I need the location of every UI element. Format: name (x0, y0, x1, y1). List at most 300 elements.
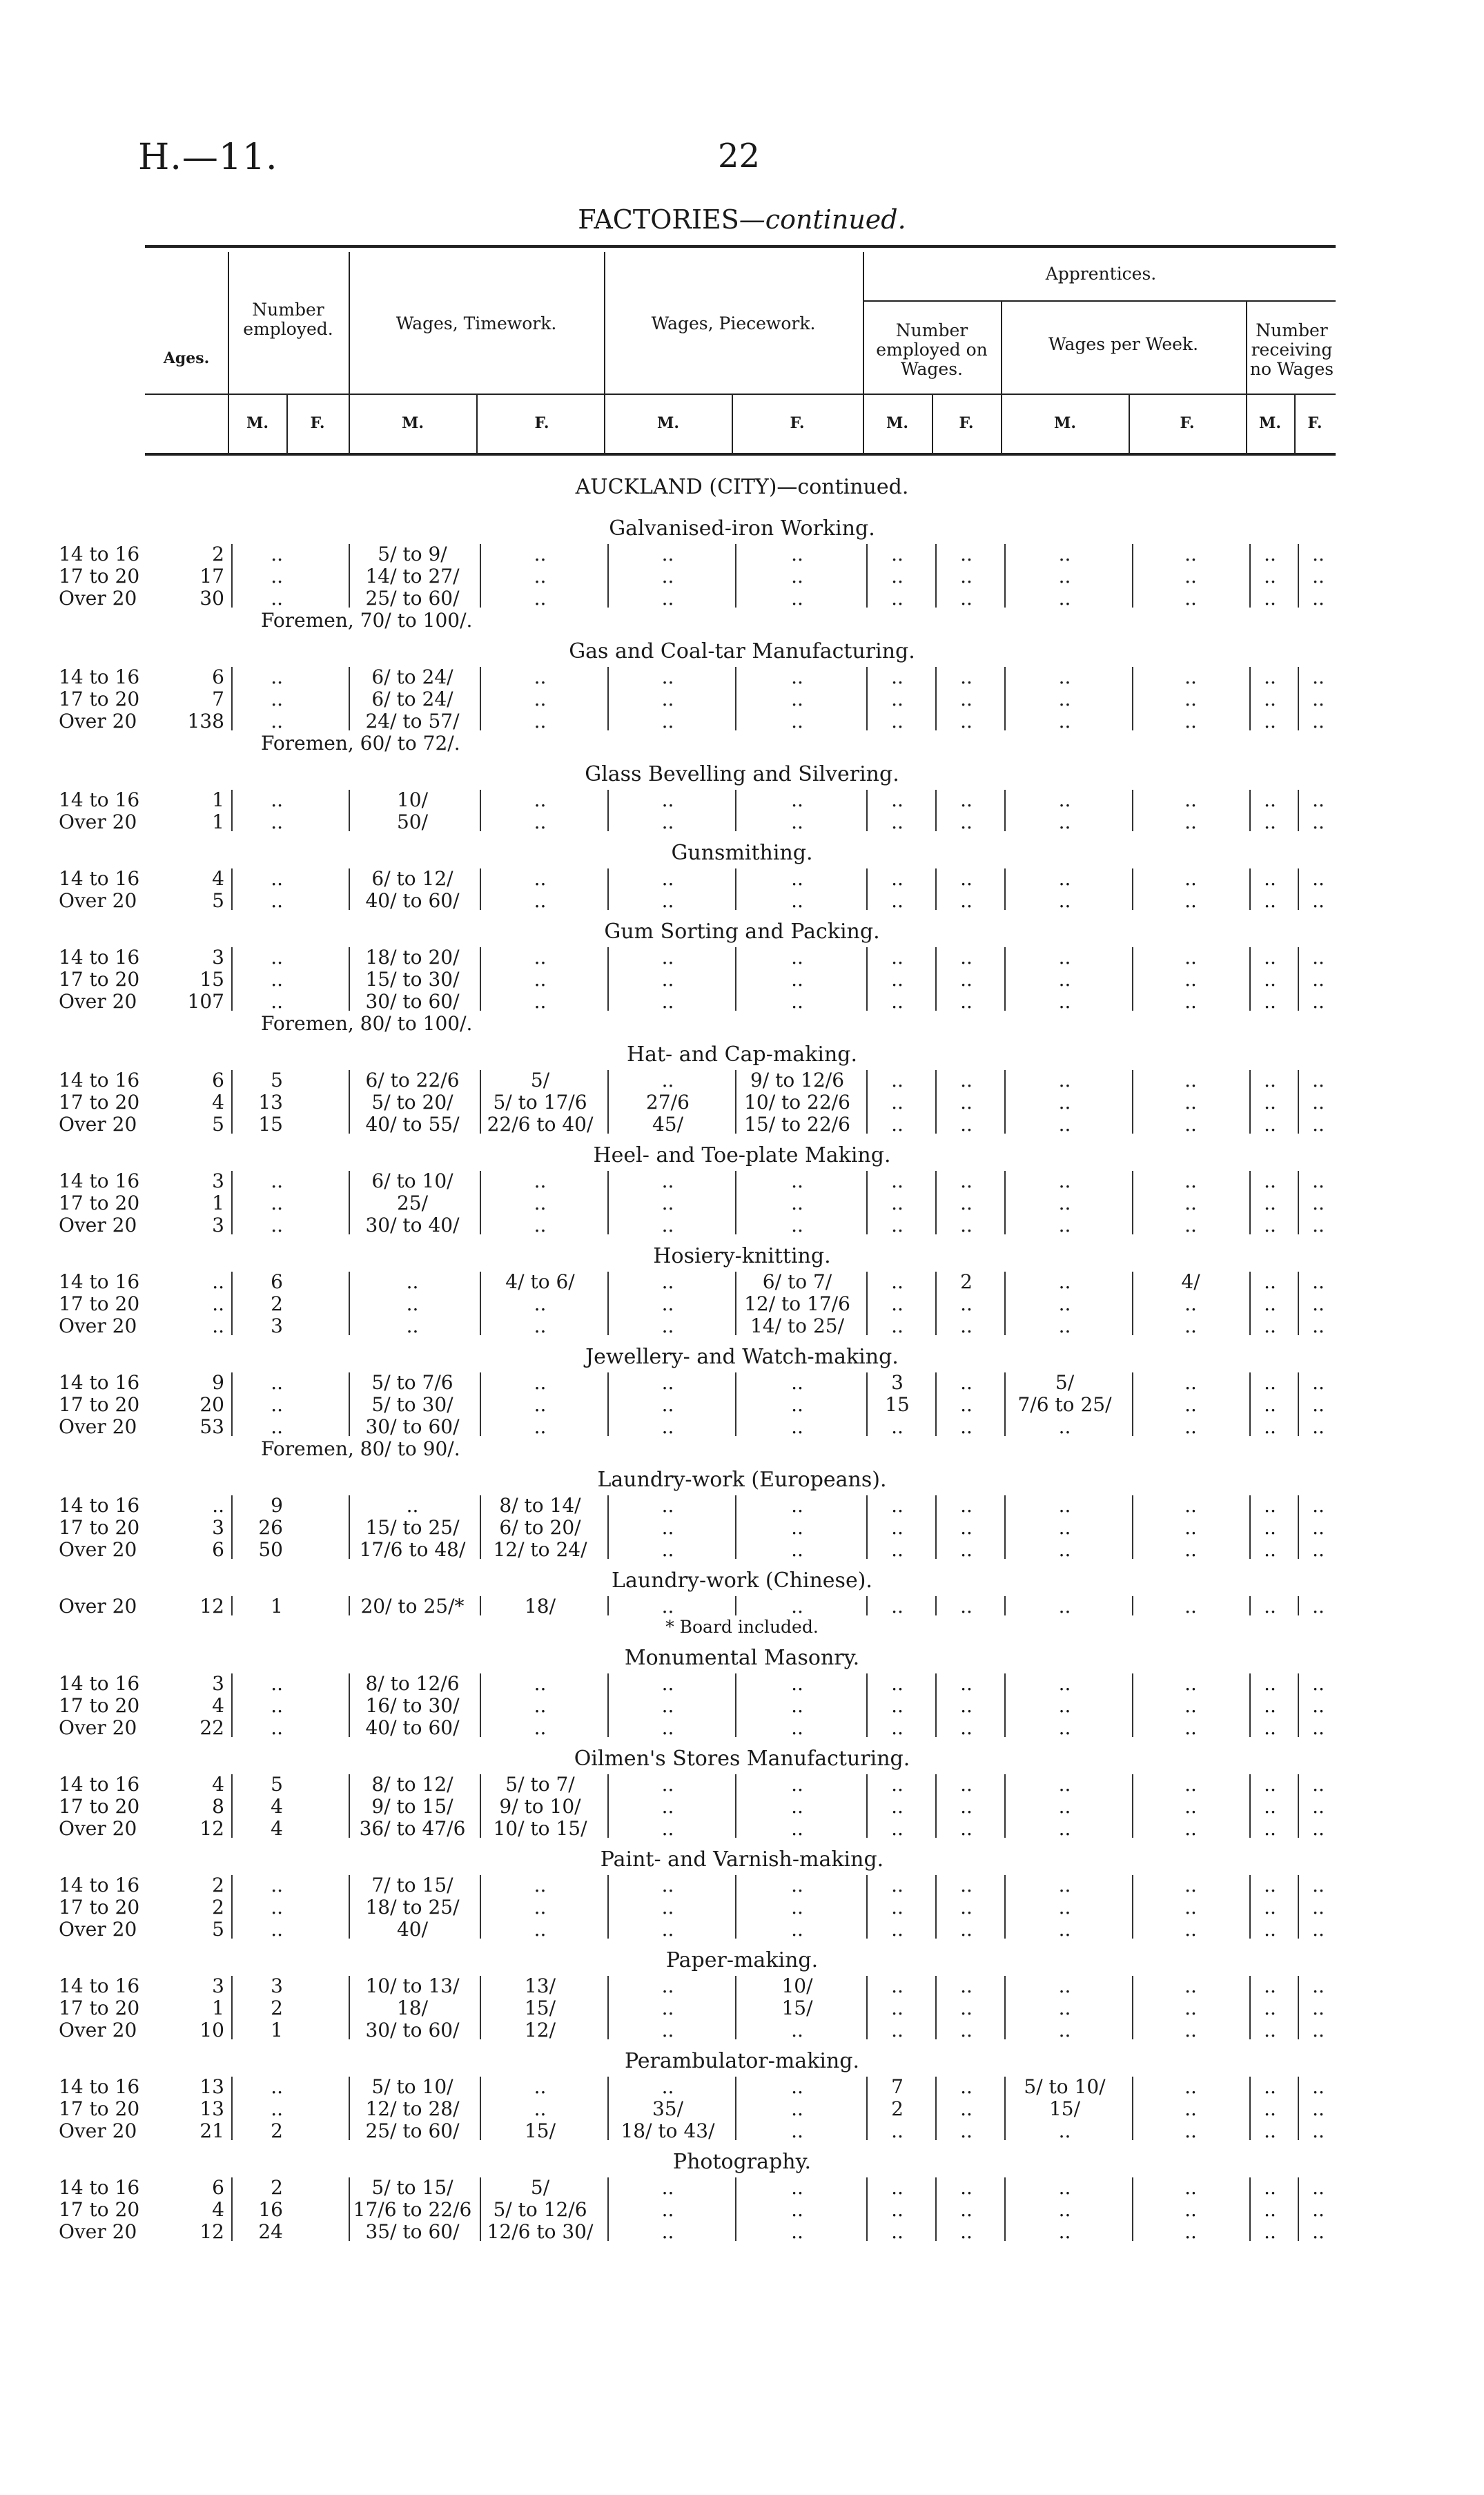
table-cell: 2 (271, 2176, 283, 2199)
table-cell: .. (1264, 543, 1276, 565)
age-group: Over 20 (59, 2019, 137, 2041)
table-cell: 12 (199, 2220, 224, 2243)
table-cell: 15 (258, 1113, 283, 1136)
table-cell: .. (891, 788, 904, 811)
table-cell: .. (1184, 1415, 1197, 1438)
column-rule (349, 1070, 350, 1134)
table-cell: .. (1264, 688, 1276, 710)
table-cell: .. (1312, 2220, 1325, 2243)
table-cell: 10/ to 13/ (365, 1974, 460, 1997)
age-group: Over 20 (59, 810, 137, 833)
table-cell: 6/ to 10/ (371, 1169, 453, 1192)
column-rule (231, 1372, 233, 1436)
column-rule (735, 1070, 736, 1134)
table-cell: .. (960, 1292, 973, 1315)
table-cell: .. (534, 2075, 547, 2098)
table-cell: .. (1184, 1192, 1197, 1214)
column-rule (231, 1976, 233, 2039)
column-rule (1132, 1495, 1133, 1559)
table-cell: 13 (199, 2075, 224, 2098)
column-rule (1298, 1774, 1299, 1838)
table-cell: .. (1058, 543, 1071, 565)
column-rule (1249, 1070, 1251, 1134)
col-ages: Ages. (163, 349, 210, 367)
column-rule (349, 1976, 350, 2039)
table-cell: .. (1058, 1494, 1071, 1517)
age-group: 17 to 20 (59, 2097, 140, 2120)
page-title (0, 204, 1484, 235)
table-cell: .. (1184, 1974, 1197, 1997)
column-rule (607, 2077, 609, 2140)
table-cell: .. (891, 1817, 904, 1840)
table-cell: .. (1312, 1292, 1325, 1315)
table-cell: .. (1058, 946, 1071, 969)
table-cell: 6 (212, 666, 224, 688)
table-cell: .. (271, 1694, 283, 1717)
table-cell: .. (1058, 810, 1071, 833)
table-cell: 5 (271, 1773, 283, 1796)
sub-f: F. (534, 414, 549, 432)
table-cell: .. (661, 2176, 674, 2199)
table-cell: 36/ to 47/6 (359, 1817, 466, 1840)
column-rule (735, 1171, 736, 1234)
foremen-wages: Foremen, 70/ to 100/. (261, 609, 473, 632)
table-cell: .. (1312, 1371, 1325, 1394)
column-rule (735, 1495, 736, 1559)
table-cell: .. (791, 1918, 803, 1941)
table-cell: .. (1264, 1415, 1276, 1438)
column-rule (231, 1070, 233, 1134)
column-rule (349, 947, 350, 1011)
column-rule (480, 947, 481, 1011)
table-cell: 3 (271, 1314, 283, 1337)
section-title: Gas and Coal-tar Manufacturing. (569, 639, 915, 663)
column-rule (1298, 1875, 1299, 1939)
table-cell: 17/6 to 48/ (359, 1538, 466, 1561)
table-row (0, 1169, 1484, 1192)
section-title: Laundry-work (Chinese). (612, 1569, 872, 1593)
column-rule (735, 790, 736, 831)
table-cell: .. (1058, 710, 1071, 732)
column-rule (1249, 1774, 1251, 1838)
table-cell: .. (1058, 688, 1071, 710)
table-cell: .. (960, 1169, 973, 1192)
table-cell: .. (960, 1069, 973, 1091)
column-rule (607, 1171, 609, 1234)
column-rule (1004, 667, 1006, 730)
table-cell: 15/ to 30/ (365, 968, 460, 991)
table-cell: 4 (212, 1091, 224, 1114)
table-cell: .. (1184, 1716, 1197, 1739)
table-cell: .. (534, 1896, 547, 1919)
table-cell: .. (1312, 1091, 1325, 1114)
table-row (0, 1113, 1484, 1135)
table-cell: .. (661, 889, 674, 912)
table-cell: .. (960, 1874, 973, 1896)
table-cell: .. (1312, 2097, 1325, 2120)
table-cell: .. (960, 1415, 973, 1438)
table-cell: .. (661, 1874, 674, 1896)
col-number-employed: Number employed. (243, 300, 333, 339)
table-cell: .. (1264, 867, 1276, 890)
table-cell: .. (271, 543, 283, 565)
table-cell: 5/ to 15/ (371, 2176, 453, 2199)
table-cell: .. (1058, 1314, 1071, 1337)
column-rule (231, 544, 233, 608)
table-cell: .. (1264, 1874, 1276, 1896)
column-rule (935, 868, 937, 910)
column-rule (735, 868, 736, 910)
table-cell: 6 (271, 1270, 283, 1293)
age-group: 17 to 20 (59, 1393, 140, 1416)
table-cell: 6/ to 12/ (371, 867, 453, 890)
age-group: 17 to 20 (59, 968, 140, 991)
table-cell: .. (534, 1393, 547, 1416)
table-cell: .. (1264, 1270, 1276, 1293)
table-cell: 35/ to 60/ (365, 2220, 460, 2243)
table-cell: .. (534, 666, 547, 688)
column-rule (1249, 790, 1251, 831)
table-cell: .. (891, 565, 904, 588)
column-rule (1249, 2177, 1251, 2241)
table-row (0, 1874, 1484, 1896)
column-rule (866, 544, 868, 608)
table-row (0, 2220, 1484, 2242)
table-cell: 6/ to 24/ (371, 666, 453, 688)
column-rule (1132, 1875, 1133, 1939)
table-cell: .. (1264, 1773, 1276, 1796)
column-rule (866, 1372, 868, 1436)
table-cell: .. (1264, 565, 1276, 588)
table-row (0, 543, 1484, 565)
table-cell: .. (1058, 1516, 1071, 1539)
table-cell: .. (1058, 1716, 1071, 1739)
table-cell: .. (1312, 1113, 1325, 1136)
column-rule (231, 1875, 233, 1939)
column-rule (1004, 1596, 1006, 1615)
age-group: 14 to 16 (59, 543, 140, 565)
column-rule (480, 1272, 481, 1335)
table-cell: 1 (212, 788, 224, 811)
table-row (0, 867, 1484, 889)
column-rule (480, 1372, 481, 1436)
column-rule (607, 1495, 609, 1559)
table-cell: 26 (258, 1516, 283, 1539)
sub-m: M. (401, 414, 424, 432)
table-cell: .. (1312, 788, 1325, 811)
table-cell: .. (1264, 2220, 1276, 2243)
table-cell: .. (1184, 1795, 1197, 1818)
table-cell: .. (1312, 968, 1325, 991)
section-title: Hat- and Cap-making. (626, 1042, 858, 1067)
column-rule (1298, 1171, 1299, 1234)
column-rule (1132, 1596, 1133, 1615)
table-cell: .. (891, 1694, 904, 1717)
table-cell: .. (1058, 2119, 1071, 2142)
table-cell: 3 (271, 1974, 283, 1997)
table-cell: .. (960, 946, 973, 969)
table-cell: .. (791, 2119, 803, 2142)
table-cell: 15/ to 25/ (365, 1516, 460, 1539)
table-cell: .. (271, 2075, 283, 2098)
table-cell: .. (1264, 2119, 1276, 2142)
table-row (0, 666, 1484, 688)
table-cell: .. (891, 1169, 904, 1192)
table-cell: .. (661, 1974, 674, 1997)
section-title: Glass Bevelling and Silvering. (585, 762, 899, 786)
column-rule (1249, 1875, 1251, 1939)
table-cell: 107 (187, 990, 224, 1013)
column-rule (349, 1673, 350, 1737)
column-rule (1249, 2077, 1251, 2140)
table-cell: .. (1312, 1494, 1325, 1517)
table-row (0, 1494, 1484, 1516)
table-cell: 10/ to 22/6 (744, 1091, 850, 1114)
column-rule (607, 1070, 609, 1134)
column-rule (231, 1774, 233, 1838)
column-rule (935, 1272, 937, 1335)
column-rule (1132, 947, 1133, 1011)
column-rule (1298, 2077, 1299, 2140)
table-cell: .. (661, 1415, 674, 1438)
age-group: 14 to 16 (59, 1494, 140, 1517)
table-cell: .. (1058, 1974, 1071, 1997)
table-cell: .. (661, 1595, 674, 1618)
table-cell: .. (1058, 1069, 1071, 1091)
table-cell: .. (534, 788, 547, 811)
column-rule (735, 1774, 736, 1838)
column-rule (231, 790, 233, 831)
table-cell: .. (1264, 2097, 1276, 2120)
table-cell: .. (1312, 1069, 1325, 1091)
table-cell: .. (891, 1595, 904, 1618)
column-rule (1004, 1495, 1006, 1559)
table-cell: .. (960, 810, 973, 833)
column-rule (866, 1596, 868, 1615)
column-rule (1298, 868, 1299, 910)
column-rule (1298, 947, 1299, 1011)
table-cell: .. (661, 968, 674, 991)
table-cell: .. (661, 688, 674, 710)
age-group: 17 to 20 (59, 1192, 140, 1214)
table-cell: .. (1058, 587, 1071, 610)
table-cell: .. (1312, 1270, 1325, 1293)
table-cell: 45/ (652, 1113, 684, 1136)
table-cell: 6/ to 22/6 (365, 1069, 460, 1091)
table-cell: .. (1058, 666, 1071, 688)
table-cell: 9/ to 10/ (499, 1795, 581, 1818)
col-wages-piecework: Wages, Piecework. (651, 313, 816, 333)
table-row (0, 1393, 1484, 1415)
table-cell: 3 (212, 1169, 224, 1192)
table-cell: .. (661, 1393, 674, 1416)
sub-f: F. (959, 414, 974, 432)
table-cell: .. (661, 1918, 674, 1941)
table-cell: .. (534, 1694, 547, 1717)
age-group: 14 to 16 (59, 2075, 140, 2098)
table-cell: .. (1184, 2119, 1197, 2142)
table-cell: .. (534, 1214, 547, 1236)
table-cell: 3 (212, 1214, 224, 1236)
table-cell: 3 (212, 1516, 224, 1539)
table-cell: .. (891, 2198, 904, 2221)
table-cell: .. (891, 1997, 904, 2019)
table-cell: .. (1312, 867, 1325, 890)
table-cell: 30/ to 60/ (365, 2019, 460, 2041)
table-cell: .. (891, 587, 904, 610)
table-cell: .. (271, 990, 283, 1013)
column-rule (935, 790, 937, 831)
table-cell: 13 (199, 2097, 224, 2120)
table-cell: 4 (212, 867, 224, 890)
table-cell: .. (891, 1113, 904, 1136)
column-rule (1132, 1774, 1133, 1838)
table-cell: .. (960, 688, 973, 710)
table-cell: .. (891, 1091, 904, 1114)
column-rule (480, 868, 481, 910)
table-cell: .. (960, 1516, 973, 1539)
table-cell: 25/ to 60/ (365, 587, 460, 610)
table-cell: .. (534, 889, 547, 912)
table-cell: .. (791, 1538, 803, 1561)
age-group: 14 to 16 (59, 946, 140, 969)
table-cell: 4 (212, 1773, 224, 1796)
table-cell: .. (1184, 710, 1197, 732)
table-row (0, 2075, 1484, 2097)
table-cell: .. (791, 1874, 803, 1896)
table-cell: .. (960, 2097, 973, 2120)
table-cell: .. (1184, 2019, 1197, 2041)
table-cell: .. (661, 1192, 674, 1214)
table-cell: .. (960, 1672, 973, 1695)
table-cell: .. (271, 1896, 283, 1919)
column-rule (735, 1875, 736, 1939)
table-cell: .. (1312, 1516, 1325, 1539)
table-cell: .. (271, 1371, 283, 1394)
table-cell: .. (891, 990, 904, 1013)
table-cell: .. (891, 946, 904, 969)
table-row (0, 1694, 1484, 1716)
table-cell: .. (1312, 1214, 1325, 1236)
column-rule (1132, 868, 1133, 910)
table-cell: 5/ to 10/ (1024, 2075, 1106, 2098)
table-cell: 18/ (524, 1595, 556, 1618)
table-cell: .. (1058, 2019, 1071, 2041)
table-cell: .. (1058, 2198, 1071, 2221)
table-cell: 5/ (1055, 1371, 1075, 1394)
table-cell: .. (1312, 990, 1325, 1013)
table-cell: .. (1312, 1817, 1325, 1840)
sub-f: F. (1180, 414, 1195, 432)
column-rule (866, 1774, 868, 1838)
table-cell: .. (1312, 688, 1325, 710)
table-cell: .. (1264, 1672, 1276, 1695)
table-cell: .. (960, 1595, 973, 1618)
table-cell: .. (661, 810, 674, 833)
section-title: Paint- and Varnish-making. (600, 1847, 884, 1872)
table-row (0, 1091, 1484, 1113)
table-cell: 40/ to 55/ (365, 1113, 460, 1136)
column-rule (935, 1875, 937, 1939)
table-cell: .. (1312, 1896, 1325, 1919)
table-cell: 8/ to 12/ (371, 1773, 453, 1796)
column-rule (866, 947, 868, 1011)
table-cell: .. (1058, 1773, 1071, 1796)
col-app-no-wages: Number receiving no Wages (1249, 320, 1334, 379)
table-cell: .. (661, 1795, 674, 1818)
column-rule (349, 1596, 350, 1615)
page-title-suffix: —continued. (739, 204, 906, 235)
table-cell: 6 (212, 2176, 224, 2199)
table-cell: 40/ to 60/ (365, 889, 460, 912)
column-rule (231, 1272, 233, 1335)
table-cell: .. (791, 1694, 803, 1717)
table-row (0, 1214, 1484, 1236)
table-cell: 5/ to 7/6 (371, 1371, 453, 1394)
age-group: 14 to 16 (59, 1371, 140, 1394)
age-group: 17 to 20 (59, 565, 140, 588)
table-cell: .. (960, 1371, 973, 1394)
table-cell: .. (1184, 1538, 1197, 1561)
section-title: Laundry-work (Europeans). (597, 1468, 887, 1492)
table-cell: 10/ to 15/ (493, 1817, 587, 1840)
table-cell: .. (1184, 1393, 1197, 1416)
column-rule (1249, 544, 1251, 608)
table-cell: .. (1312, 889, 1325, 912)
col-app-number-employed: Number employed on Wages. (876, 320, 988, 379)
age-group: 17 to 20 (59, 1516, 140, 1539)
table-cell: 5/ to 7/ (505, 1773, 575, 1796)
table-cell: .. (212, 1494, 224, 1517)
table-cell: 18/ to 43/ (621, 2119, 715, 2142)
age-group: Over 20 (59, 1314, 137, 1337)
table-cell: .. (1264, 1817, 1276, 1840)
table-cell: .. (960, 1192, 973, 1214)
table-cell: 7/ to 15/ (371, 1874, 453, 1896)
column-rule (866, 1272, 868, 1335)
table-cell: .. (1184, 968, 1197, 991)
table-cell: .. (1312, 2176, 1325, 2199)
table-cell: 50 (258, 1538, 283, 1561)
table-cell: .. (1184, 788, 1197, 811)
table-cell: .. (534, 543, 547, 565)
table-cell: .. (661, 710, 674, 732)
sub-m: M. (886, 414, 908, 432)
table-cell: 15/ to 22/6 (744, 1113, 850, 1136)
table-cell: .. (1264, 2176, 1276, 2199)
table-row (0, 1974, 1484, 1997)
table-row (0, 889, 1484, 911)
column-rule (935, 2177, 937, 2241)
column-rule (231, 1596, 233, 1615)
table-cell: 27/6 (646, 1091, 690, 1114)
table-cell: .. (891, 1716, 904, 1739)
column-rule (1249, 1673, 1251, 1737)
table-cell: .. (960, 565, 973, 588)
table-cell: .. (891, 710, 904, 732)
column-rule (866, 2077, 868, 2140)
table-cell: .. (891, 1918, 904, 1941)
table-cell: .. (891, 2019, 904, 2041)
table-cell: .. (534, 2097, 547, 2120)
table-row (0, 1415, 1484, 1437)
table-cell: 5 (212, 1918, 224, 1941)
table-cell: 17 (199, 565, 224, 588)
table-row (0, 946, 1484, 968)
table-cell: .. (534, 1292, 547, 1315)
table-cell: .. (271, 1169, 283, 1192)
column-rule (935, 1976, 937, 2039)
